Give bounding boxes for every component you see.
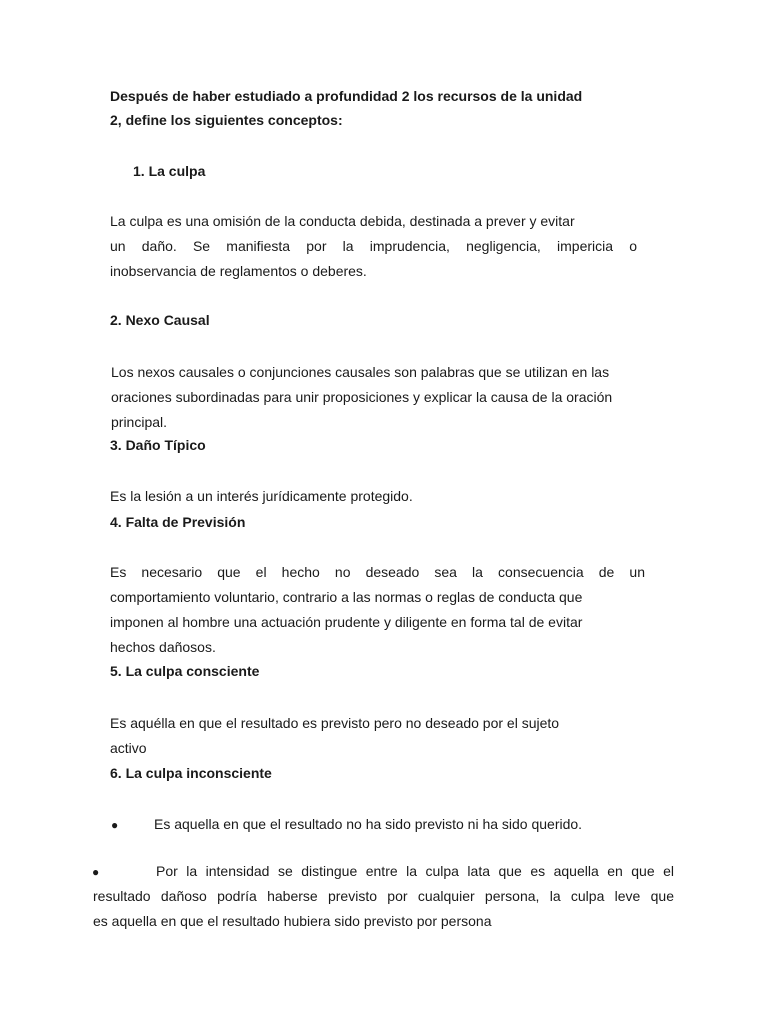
paragraph-line: oraciones subordinadas para unir proposiciones y explicar la causa de la oración <box>111 389 613 405</box>
intro-line-1: Después de haber estudiado a profundidad 2 los recursos de la unidad <box>110 88 583 104</box>
paragraph-line: Es necesario que el hecho no deseado sea la consecuencia de un <box>110 564 645 580</box>
intro-line-2: 2, define los siguientes conceptos: <box>110 112 343 128</box>
paragraph-line: hechos dañosos. <box>110 639 216 655</box>
section-heading-nexo-causal: 2. Nexo Causal <box>110 312 210 328</box>
paragraph-line: Es aquélla en que el resultado es previsto pero no deseado por el sujeto <box>110 715 560 731</box>
paragraph-line: La culpa es una omisión de la conducta debida, destinada a prever y evitar <box>110 213 575 229</box>
section-heading-la-culpa: 1. La culpa <box>133 163 206 179</box>
section-heading-dano-tipico: 3. Daño Típico <box>110 437 206 453</box>
bullet-text: es aquella en que el resultado hubiera sido previsto por persona <box>93 913 492 929</box>
bullet-icon: ● <box>111 818 119 832</box>
paragraph-line: comportamiento voluntario, contrario a las normas o reglas de conducta que <box>110 589 583 605</box>
paragraph-line: principal. <box>111 414 168 430</box>
bullet-icon: ● <box>92 865 100 879</box>
paragraph-line: imponen al hombre una actuación prudente y diligente en forma tal de evitar <box>110 614 583 630</box>
paragraph-line: activo <box>110 740 147 756</box>
bullet-text: resultado dañoso podría haberse previsto por cualquier persona, la culpa leve que <box>93 888 674 904</box>
paragraph-line: un daño. Se manifiesta por la imprudencia, negligencia, impericia o <box>110 238 637 254</box>
section-heading-culpa-consciente: 5. La culpa consciente <box>110 663 260 679</box>
paragraph-line: Los nexos causales o conjunciones causales son palabras que se utilizan en las <box>111 364 610 380</box>
section-heading-culpa-inconsciente: 6. La culpa inconsciente <box>110 765 272 781</box>
bullet-text: Por la intensidad se distingue entre la culpa lata que es aquella en que el <box>156 863 674 879</box>
section-heading-falta-de-prevision: 4. Falta de Previsión <box>110 514 246 530</box>
paragraph-line: Es la lesión a un interés jurídicamente protegido. <box>110 488 413 504</box>
paragraph-line: inobservancia de reglamentos o deberes. <box>110 263 367 279</box>
bullet-text: Es aquella en que el resultado no ha sido previsto ni ha sido querido. <box>154 816 583 832</box>
